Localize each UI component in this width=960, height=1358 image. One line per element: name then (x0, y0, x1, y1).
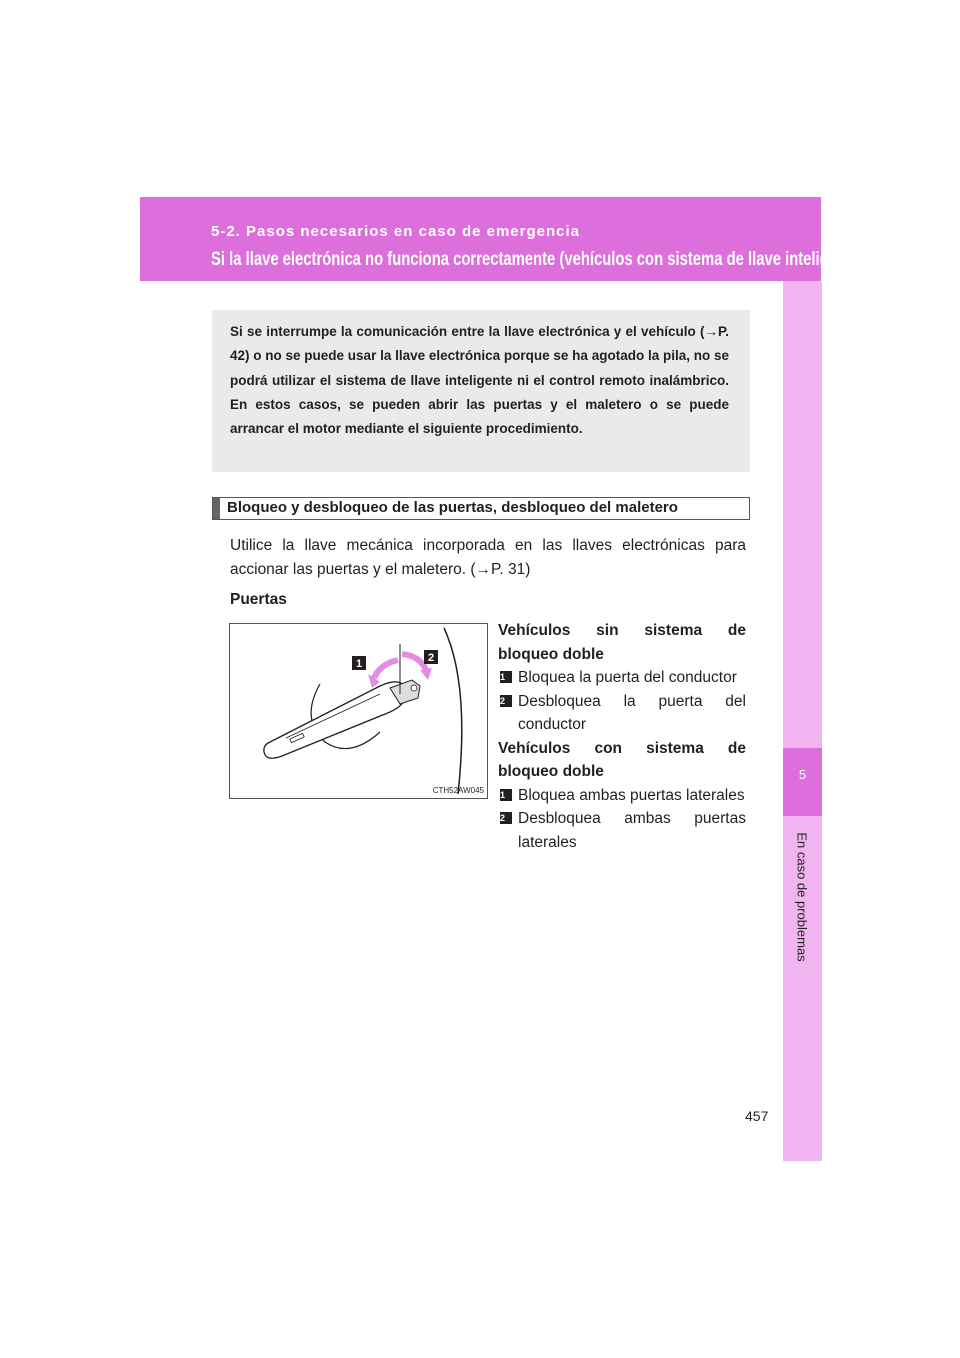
arrow-unlock-head (420, 668, 432, 680)
active-chapter-tab (783, 748, 822, 816)
list-item (498, 690, 746, 737)
heading-bar (213, 498, 220, 519)
list-item (498, 807, 746, 854)
chapter-header (140, 197, 865, 281)
list-item-text: Bloquea la puerta del conductor (518, 669, 737, 686)
step-badge: 1 (500, 671, 512, 683)
figure-code: CTH52AW045 (432, 786, 484, 795)
instructions-column (498, 619, 746, 854)
group-heading: Vehículos sin sistema de bloqueo doble (498, 622, 746, 663)
intro-box: Si se interrumpe la comunicación entre la llave electrónica y el vehículo (→P. 42) o no se puede usar la llave electrónica porque se ha agotado la pila, no se podrá utilizar el sistema de llave inteligente ni el control remoto inalámbrico. En estos casos, se pueden abrir las puertas y el maletero o se puede arrancar el motor mediante el siguiente procedimiento. (212, 310, 750, 472)
list-item (498, 666, 746, 690)
list-item-text: Desbloquea la puerta del conductor (518, 692, 746, 733)
group-heading: Vehículos con sistema de bloqueo doble (498, 739, 746, 780)
page-number: 457 (745, 1108, 769, 1124)
chapter-label-text: En caso de problemas (794, 832, 810, 962)
door-edge-line (444, 628, 462, 794)
body-paragraph: Utilice la llave mecánica incorporada en las llaves electrónicas para accionar las puertas y el maletero. (→P. 31) (230, 537, 746, 578)
section-heading (212, 497, 750, 520)
section-heading-text: Bloqueo y desbloqueo de las puertas, desbloqueo del maletero (227, 499, 678, 516)
arrow-lock (374, 660, 398, 678)
chapter-sidebar (783, 281, 822, 1161)
page-title: Si la llave electrónica no funciona correctamente (vehículos con sistema de llave inteligente) (211, 249, 865, 270)
list-item (498, 784, 746, 808)
step-badge: 2 (500, 812, 512, 824)
subheading: Puertas (230, 591, 287, 608)
chapter-label (784, 822, 820, 972)
list-item-text: Bloquea ambas puertas laterales (518, 786, 745, 804)
callout-1: 1 (355, 658, 363, 670)
door-handle-figure (229, 623, 488, 799)
callout-2: 2 (427, 652, 435, 664)
door-handle-illustration (230, 624, 487, 798)
key-hole (411, 685, 417, 691)
section-title: 5-2. Pasos necesarios en caso de emergencia (211, 223, 581, 240)
step-badge: 1 (500, 789, 512, 801)
chapter-number: 5 (798, 767, 807, 782)
arrow-unlock (402, 654, 426, 670)
step-badge: 2 (500, 695, 512, 707)
list-item-text: Desbloquea ambas puertas laterales (518, 810, 746, 851)
